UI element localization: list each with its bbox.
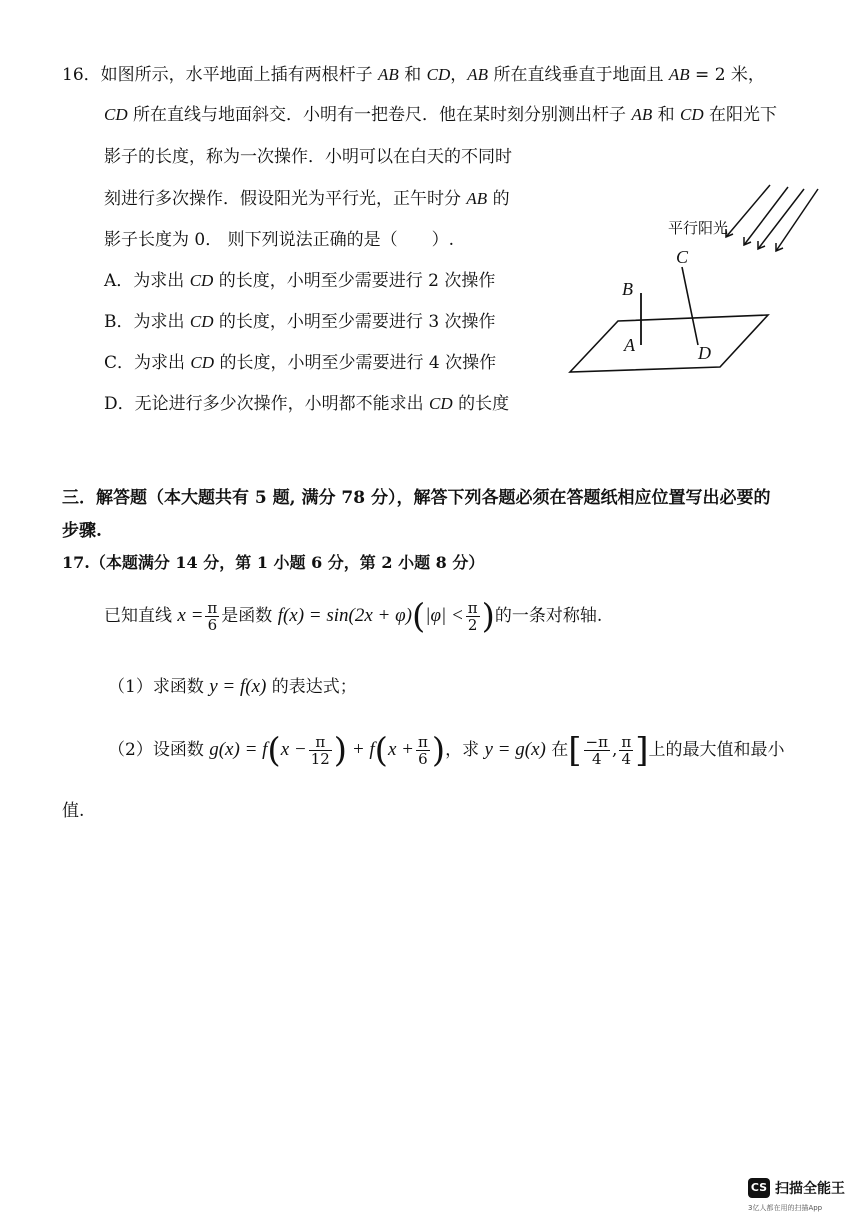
part2-in: 在	[545, 740, 569, 760]
paren-close: )	[333, 730, 348, 771]
option-b-post: 的长度，小明至少需要进行 3 次操作	[213, 312, 496, 332]
paren-close: )	[431, 730, 446, 771]
frac-num: π	[309, 734, 332, 751]
q16-line5: 影子长度为 0． 则下列说法正确的是（ ）.	[104, 230, 455, 250]
sunlight-figure	[560, 175, 820, 390]
frac-num: π	[417, 733, 428, 751]
x-eq: x =	[177, 605, 204, 626]
q16-line4-end: 的	[487, 189, 510, 209]
part2-end: 上的最大值和最小	[648, 740, 785, 760]
logo-name: 扫描全能王	[775, 1181, 845, 1197]
y-eq-g: y = g(x)	[484, 739, 546, 760]
ab-term: AB	[378, 65, 399, 84]
part2-ask: ，求	[445, 740, 485, 760]
option-a-pre: A．为求出	[104, 271, 190, 291]
cd-term: CD	[104, 105, 128, 124]
option-a-post: 的长度，小明至少需要进行 2 次操作	[213, 271, 496, 291]
paren-open: (	[411, 596, 426, 637]
q17-stem	[104, 596, 602, 636]
x-plus: x +	[387, 739, 414, 760]
q17-part1	[108, 676, 357, 698]
x-minus: x −	[280, 739, 307, 760]
part1-expr: y = f(x)	[209, 676, 267, 697]
sun-rays	[726, 185, 818, 251]
bracket-close: ]	[635, 730, 649, 771]
option-d-post: 的长度	[452, 394, 510, 414]
option-d-pre: D．无论进行多少次操作，小明都不能求出	[104, 394, 430, 414]
pi-over-12	[309, 734, 332, 767]
cd-term: CD	[426, 65, 451, 84]
pi-over-2	[466, 600, 480, 633]
frac-den: 2	[467, 616, 478, 634]
frac-den: 4	[591, 750, 602, 768]
q17-part2-tail: 值.	[62, 801, 85, 821]
q16-line1-mid: 所在直线垂直于地面且	[488, 65, 669, 85]
paren-open: (	[267, 730, 281, 771]
pi-over-6	[205, 600, 219, 633]
figure-label-a: A	[624, 335, 635, 355]
option-c-post: 的长度，小明至少需要进行 4 次操作	[214, 353, 497, 373]
frac-num: −π	[585, 733, 608, 751]
and-text: 和	[652, 105, 681, 125]
part2-pre: （2）设函数	[108, 740, 210, 760]
paren-open: (	[374, 730, 388, 771]
pi-over-6	[416, 734, 430, 767]
g-def: g(x) = f	[209, 739, 268, 760]
q16-line4	[104, 188, 510, 210]
section3-line2: 步骤.	[62, 521, 102, 541]
q16-line2-text: 所在直线与地面斜交．小明有一把卷尺．他在某时刻分别测出杆子	[127, 105, 632, 125]
ab-term: AB	[466, 189, 488, 208]
paren-close: )	[481, 596, 495, 637]
phi-condition: |φ| <	[425, 605, 464, 626]
frac-den: 4	[621, 750, 632, 768]
option-c-pre: C．为求出	[104, 353, 191, 373]
q17-header: 17.（本题满分 14 分，第 1 小题 6 分，第 2 小题 8 分）	[62, 553, 485, 572]
section3-line1: 三．解答题（本大题共有 5 题, 满分 78 分），解答下列各题必须在答题纸相应位置写出必要的	[62, 488, 771, 508]
ab-term: AB	[668, 65, 690, 84]
ab-eq: = 2 米，	[689, 65, 765, 85]
pi-over-4	[619, 734, 633, 767]
cd-term: CD	[190, 353, 215, 372]
cd-term: CD	[429, 394, 453, 413]
figure-label-d: D	[698, 343, 711, 363]
ab-term: AB	[631, 105, 653, 124]
interval-comma: ,	[611, 740, 618, 760]
q17-is-func: 是函数	[221, 606, 278, 626]
q16-line2	[104, 104, 777, 126]
q16-line4-text: 刻进行多次操作．假设阳光为平行光，正午时分	[104, 189, 467, 209]
figure-label-c: C	[676, 247, 689, 267]
frac-den: 6	[207, 616, 218, 634]
comma: ，	[450, 65, 468, 85]
option-a	[104, 270, 495, 292]
and-text: 和	[398, 65, 427, 85]
cd-term: CD	[189, 312, 214, 331]
bracket-open: [	[568, 730, 582, 771]
ab-term: AB	[467, 65, 489, 84]
q16-line2-end: 在阳光下	[703, 105, 778, 125]
neg-pi-over-4	[584, 734, 610, 767]
frac-num: π	[467, 599, 478, 617]
frac-den: 6	[418, 750, 428, 768]
ground-plane	[570, 315, 768, 372]
q16-line1-text: 16．如图所示，水平地面上插有两根杆子	[62, 65, 379, 85]
plus-f: + f	[347, 739, 375, 760]
figure-label-light: 平行阳光	[668, 219, 729, 237]
option-c	[104, 352, 496, 374]
option-b	[104, 311, 496, 333]
frac-den: 12	[310, 750, 330, 768]
part1-post: 的表达式；	[266, 677, 357, 697]
scanner-logo	[748, 1176, 860, 1216]
option-d	[104, 393, 509, 415]
q17-part2	[108, 728, 784, 772]
option-b-pre: B．为求出	[104, 312, 190, 332]
cd-term: CD	[189, 271, 214, 290]
q17-stem-pre: 已知直线	[104, 606, 178, 626]
part1-pre: （1）求函数	[108, 677, 210, 697]
figure-label-b: B	[622, 279, 633, 299]
q17-stem-post: 的一条对称轴.	[494, 606, 603, 626]
logo-tagline: 3亿人都在用的扫描App	[748, 1204, 823, 1212]
f-expression: f(x) = sin(2x + φ)	[277, 605, 412, 626]
frac-num: π	[621, 733, 632, 751]
cs-badge: CS	[748, 1178, 770, 1198]
frac-num: π	[207, 599, 218, 617]
pole-cd	[682, 267, 698, 345]
q16-line3: 影子的长度，称为一次操作．小明可以在白天的不同时	[104, 147, 512, 167]
cd-term: CD	[680, 105, 704, 124]
q16-line1	[62, 64, 765, 86]
